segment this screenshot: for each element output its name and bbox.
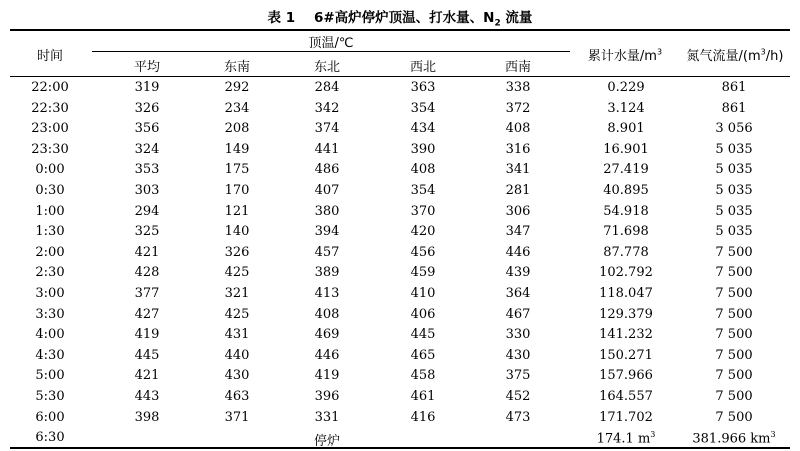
cell-sw: 473 [505,409,531,425]
cell-nw: 465 [410,347,436,363]
cell-water: 102.792 [599,265,653,281]
cell-nw: 354 [410,183,436,198]
cell-ne: 284 [314,80,340,95]
cell-n2: 5 035 [715,203,753,219]
cell-avg: 398 [134,409,160,425]
cell-n2: 7 500 [715,347,753,363]
cell-ne: 413 [314,286,340,301]
header-water-sup: 3 [656,47,663,57]
cell-water: 171.702 [599,409,653,425]
cell-n2: 5 035 [715,224,753,240]
cell-n2: 7 500 [715,265,753,281]
cell-avg: 419 [134,327,160,343]
cell-sw: 375 [505,368,531,384]
header-n2-label: 氮气流量/(m [686,49,761,64]
cell-avg: 319 [134,80,160,95]
cell-time: 1:30 [35,224,65,240]
cell-time: 4:00 [35,327,65,343]
cell-n2: 3 056 [715,121,753,137]
cell-time: 0:00 [35,162,65,178]
cell-avg: 427 [134,306,160,322]
cell-nw: 370 [410,203,436,219]
water-total-value: 174.1 m [596,431,651,447]
cell-water: 8.901 [607,121,645,137]
cell-n2: 5 035 [715,141,753,157]
cell-sw: 330 [505,327,531,343]
cell-n2: 7 500 [715,368,753,384]
cell-avg: 294 [134,203,160,219]
cell-se: 371 [224,409,250,425]
cell-water-total [576,430,676,446]
header-water [570,45,680,64]
cell-se: 292 [224,80,250,95]
cell-n2: 7 500 [715,286,753,301]
cell-se: 425 [224,306,250,322]
cell-ne: 389 [314,265,340,281]
cell-time: 22:30 [31,100,69,116]
cell-se: 121 [224,203,250,219]
top-rule [10,29,790,31]
cell-nw: 416 [410,409,436,425]
cell-water: 118.047 [599,286,653,301]
cell-nw: 354 [410,100,436,116]
cell-sw: 341 [505,162,531,178]
cell-nw: 445 [410,327,436,343]
cell-se: 430 [224,368,250,384]
n2-total-sup: 3 [770,430,776,440]
cell-nw: 458 [410,368,436,384]
header-n2-sup: 3 [760,47,766,57]
cell-time: 3:00 [35,286,65,301]
cell-water: 157.966 [599,368,653,384]
temp-subheader: 平均 [133,60,160,75]
cell-time: 5:00 [35,368,65,384]
cell-sw: 364 [505,286,531,301]
cell-avg: 303 [134,183,160,198]
n2-total-value: 381.966 km [692,431,771,447]
cell-water: 3.124 [607,100,645,116]
header-water-label: 累计水量/m [587,49,657,64]
cell-sw: 408 [505,121,531,137]
cell-ne: 396 [314,389,340,404]
cell-n2: 7 500 [715,306,753,322]
cell-ne: 407 [314,183,340,198]
cell-se: 149 [224,141,250,157]
cell-sw: 281 [505,183,531,198]
cell-ne: 419 [314,368,340,384]
cell-water: 16.901 [603,141,649,157]
cell-ne: 331 [314,409,340,425]
cell-time: 4:30 [35,347,65,363]
cell-sw: 430 [505,347,531,363]
cell-sw: 372 [505,100,531,116]
cell-n2: 861 [721,100,747,116]
cell-nw: 459 [410,265,436,281]
cell-sw: 316 [505,141,531,157]
cell-ne: 394 [314,224,340,240]
cell-se: 140 [224,224,250,240]
cell-water: 40.895 [603,183,649,198]
cell-ne: 457 [314,244,340,260]
header-n2-suffix: /h) [765,49,784,64]
cell-ne: 408 [314,306,340,322]
cell-se: 321 [224,286,250,301]
temp-subheader: 东北 [313,60,340,75]
cell-se: 463 [224,389,250,404]
table-title-subscript: 2 [494,18,501,29]
cell-time: 23:30 [31,141,69,157]
cell-sw: 338 [505,80,531,95]
cell-nw: 434 [410,121,436,137]
cell-nw: 410 [410,286,436,301]
cell-water: 54.918 [603,203,649,219]
table-caption [0,6,800,29]
cell-sw: 306 [505,203,531,219]
cell-n2: 5 035 [715,162,753,178]
cell-water: 164.557 [599,389,653,404]
cell-ne: 374 [314,121,340,137]
cell-time: 2:30 [35,265,65,281]
cell-time: 3:30 [35,306,65,322]
cell-time: 6:00 [35,409,65,425]
cell-avg: 326 [134,100,160,116]
cell-status: 停炉 [313,434,340,450]
cell-nw: 408 [410,162,436,178]
cell-ne: 469 [314,327,340,343]
cell-water: 71.698 [603,224,649,240]
cell-avg: 443 [134,389,160,404]
cell-water: 150.271 [599,347,653,363]
cell-n2-total [684,430,784,446]
cell-n2: 7 500 [715,244,753,260]
cell-avg: 324 [134,141,160,157]
temp-subheader: 西北 [409,60,436,75]
cell-time: 1:00 [35,203,65,219]
cell-nw: 461 [410,389,436,404]
cell-n2: 7 500 [715,389,753,404]
temp-subheader: 西南 [504,60,531,75]
cell-sw: 439 [505,265,531,281]
cell-water: 141.232 [599,327,653,343]
cell-sw: 467 [505,306,531,322]
cell-nw: 390 [410,141,436,157]
cell-se: 326 [224,244,250,260]
cell-sw: 347 [505,224,531,240]
cell-avg: 325 [134,224,160,240]
cell-avg: 421 [134,244,160,260]
cell-avg: 353 [134,162,160,178]
cell-se: 208 [224,121,250,137]
cell-sw: 452 [505,389,531,404]
cell-nw: 456 [410,244,436,260]
cell-avg: 428 [134,265,160,281]
cell-se: 170 [224,183,250,198]
header-time: 时间 [36,49,63,64]
cell-avg: 445 [134,347,160,363]
cell-ne: 441 [314,141,340,157]
table-number: 表 1 [267,10,296,26]
cell-se: 175 [224,162,250,178]
header-n2 [680,45,790,64]
temp-group-rule [92,51,570,52]
cell-time: 0:30 [35,183,65,198]
cell-nw: 420 [410,224,436,240]
cell-water: 27.419 [603,162,649,178]
cell-time: 2:00 [35,244,65,260]
cell-avg: 421 [134,368,160,384]
temp-subheader: 东南 [223,60,250,75]
cell-ne: 342 [314,100,340,116]
cell-time: 5:30 [35,389,65,404]
cell-ne: 486 [314,162,340,178]
cell-se: 440 [224,347,250,363]
cell-ne: 380 [314,203,340,219]
cell-n2: 7 500 [715,327,753,343]
cell-nw: 363 [410,80,436,95]
cell-time: 23:00 [31,121,69,137]
cell-nw: 406 [410,306,436,322]
cell-avg: 377 [134,286,160,301]
header-temp-group: 顶温/℃ [308,36,354,51]
cell-water: 87.778 [603,244,649,260]
header-rule [10,76,790,77]
bottom-rule [10,447,790,449]
cell-time: 22:00 [31,80,69,95]
cell-se: 425 [224,265,250,281]
cell-se: 234 [224,100,250,116]
table-title-suffix: 流量 [500,10,533,26]
cell-time: 6:30 [35,430,65,446]
cell-n2: 861 [721,80,747,95]
cell-water: 129.379 [599,306,653,322]
cell-se: 431 [224,327,250,343]
cell-avg: 356 [134,121,160,137]
cell-water: 0.229 [607,80,645,95]
table-title: 6#高炉停炉顶温、打水量、N [313,10,495,26]
cell-n2: 7 500 [715,409,753,425]
cell-n2: 5 035 [715,183,753,198]
cell-sw: 446 [505,244,531,260]
water-total-sup: 3 [650,430,656,440]
cell-ne: 446 [314,347,340,363]
